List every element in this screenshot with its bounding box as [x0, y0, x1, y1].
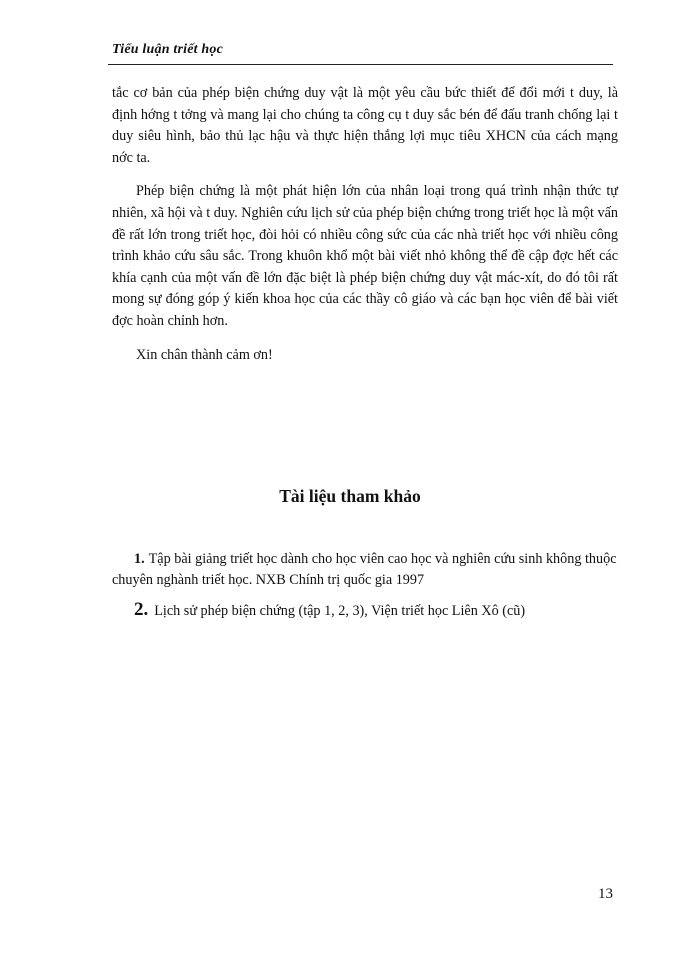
paragraph-continuation: tắc cơ bản của phép biện chứng duy vật là một yêu cầu bức thiết để đổi mới t duy, là định hớng t tởng và mang lại cho chúng ta công cụ t duy sắc bén để đấu tranh chống lại t duy siêu hình, bảo thủ lạc hậu và thực hiện thắng lợi mục tiêu XHCN của cách mạng nớc ta.: [112, 85, 618, 166]
references-heading: Tài liệu tham khảo: [279, 486, 421, 506]
reference-text: Lịch sử phép biện chứng (tập 1, 2, 3), Viện triết học Liên Xô (cũ): [154, 603, 526, 619]
page-header: [108, 40, 613, 65]
header-title: Tiểu luận triết học: [112, 42, 224, 57]
reference-item: [112, 599, 622, 622]
reference-number: 1.: [134, 551, 145, 567]
paragraph-thanks: Xin chân thành cảm ơn!: [136, 346, 273, 363]
reference-number: 2.: [134, 599, 149, 620]
paragraph-dialectics: Phép biện chứng là một phát hiện lớn của nhân loại trong quá trình nhận thức tự nhiên, xã hội và t duy. Nghiên cứu lịch sử của phép biện chứng trong triết học là một vấn đề rất lớn trong triết học, đòi hỏi có nhiều công sức của các nhà triết học với nhiều công trình khảo cứu sâu sắc. Trong khuôn khổ một bài viết nhỏ không thể đề cập đợc hết các khía cạnh của một vấn đề lớn đặc biệt là phép biện chứng duy vật mác-xít, do đó tôi rất mong sự đóng góp ý kiến khoa học của các thầy cô giáo và các bạn học viên để bài viết đợc hoàn chỉnh hơn.: [112, 183, 618, 329]
page-number: 13: [598, 886, 613, 902]
reference-item: [112, 549, 622, 591]
reference-text: Tập bài giảng triết học dành cho học viên cao học và nghiên cứu sinh không thuộc chuyên nghành triết học. NXB Chính trị quốc gia 1997: [112, 551, 617, 588]
references-list: [112, 549, 622, 630]
body-text: [112, 83, 618, 378]
